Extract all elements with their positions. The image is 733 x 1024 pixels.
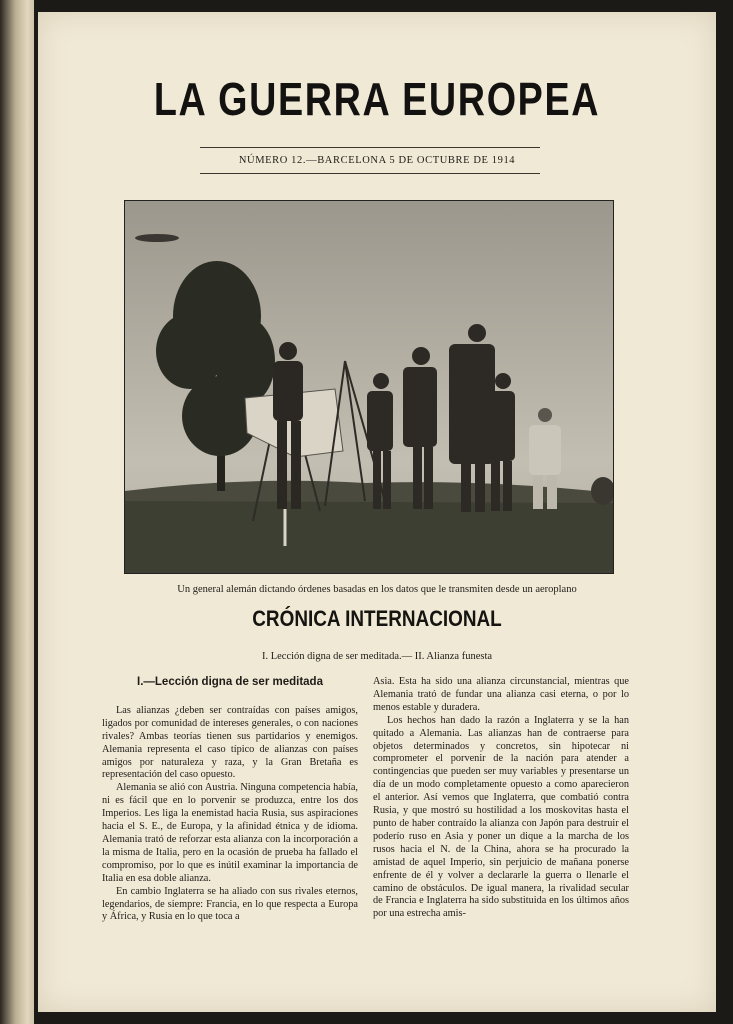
newspaper-page: [38, 12, 716, 1012]
article-title: CRÓNICA INTERNACIONAL: [252, 606, 502, 631]
paragraph: Asia. Esta ha sido una alianza circunstancial, mientras que Alemania trató de fundar una alianza casi eterna, o por lo menos estable y duradera.: [373, 676, 629, 713]
front-page-photograph: [124, 200, 614, 574]
paragraph: Alemania se alió con Austria. Ninguna competencia había, ni es fácil que en lo porvenir se produzca, entre los dos Imperios. Les liga la enemistad hacia Rusia, sus aspiraciones hacia el S. E., de Europa, y la afinidad étnica y de idioma. Alemania trató de reforzar esta alianza con la incorporación a la misma de Italia, pero en la ocasión de prueba ha fallado el compromiso, por lo que es inútil examinar la importancia de Italia en esa doble alianza.: [102, 782, 358, 884]
article-column-right: [373, 676, 629, 921]
photo-illustration: [125, 201, 613, 573]
masthead-top-rule: [200, 147, 540, 148]
paragraph: Las alianzas ¿deben ser contraídas con países amigos, ligados por comunidad de intereses generales, o con naciones rivales? Ambas teorías tienen sus partidarios y enemigos. Alemania representa el caso típico de alianzas con países amigos por naturaleza y raza, y la Gran Bretaña es representación del caso opuesto.: [102, 704, 358, 781]
article-column-left: [102, 676, 358, 924]
book-binding-edge: [0, 0, 34, 1024]
photo-caption: Un general alemán dictando órdenes basadas en los datos que le transmiten desde un aeroplano: [177, 584, 577, 595]
masthead-title: LA GUERRA EUROPEA: [153, 73, 601, 125]
photo-grass: [125, 501, 613, 573]
section-heading: I.—Lección digna de ser meditada: [137, 676, 323, 688]
masthead-bottom-rule: [200, 173, 540, 174]
airship-icon: [135, 234, 179, 242]
paragraph: Los hechos han dado la razón a Inglaterra y se la han quitado a Alemania. Las alianzas han de contraerse para objetos determinados y concretos, sin hipotecar ni comprometer el porvenir de la nación para atender a contingencias que pueden ser muy variables y presentarse un día de un modo completamente opuesto a como aparecieron el anterior. Así vemos que Inglaterra, que combatió contra Rusia, y que mostró su hostilidad a los moskovitas hasta el punto de haber contraído la alianza con Japón para destruir el poderío ruso en Asia y poner un dique a la marcha de los rusos hacia el N. de la China, ahora se ha procurado la amistad de aquel Imperio, sin perjuicio de mañana ponerse enfrente de él y volver a declararle la guerra o llenarle el camino de obstáculos. De igual manera, la rivalidad secular de Francia e Inglaterra ha sido substituida en los últimos años por una estrecha amis-: [373, 714, 629, 920]
issue-date-line: NÚMERO 12.—BARCELONA 5 DE OCTUBRE DE 1914: [238, 155, 516, 166]
article-subtitle: I. Lección digna de ser meditada.— II. Alianza funesta: [261, 651, 493, 662]
paragraph: En cambio Inglaterra se ha aliado con sus rivales eternos, legendarios, de siempre: Francia, en lo que respecta a Europa y África, y Rusia en lo que toca a: [102, 885, 358, 923]
